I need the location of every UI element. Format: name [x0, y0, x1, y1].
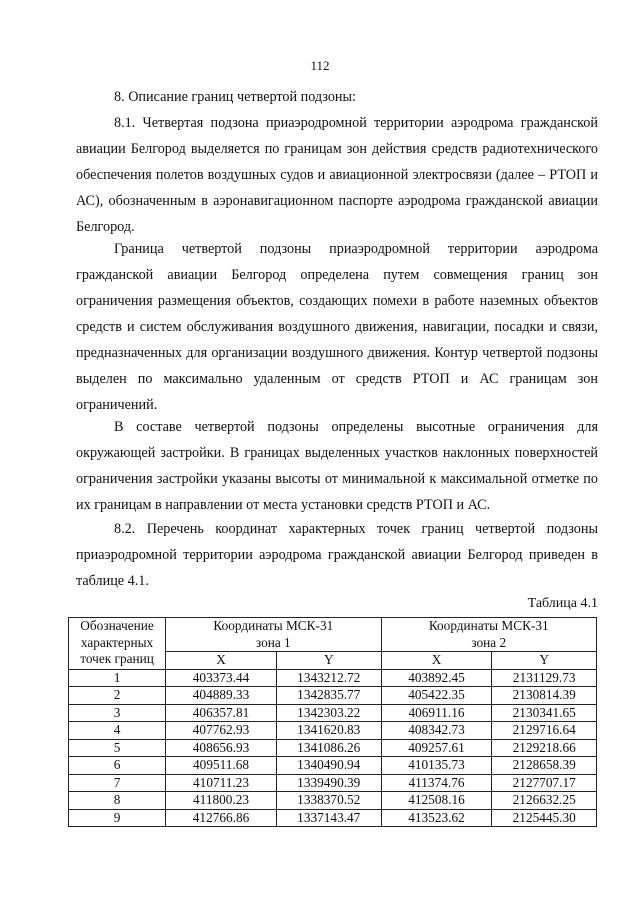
- zone2-y-cell: 2127707.17: [492, 774, 597, 792]
- zone2-x-cell: 413523.62: [381, 809, 492, 827]
- zone1-y-cell: 1338370.52: [277, 792, 382, 810]
- paragraph-8-1: 8.1. Четвертая подзона приаэродромной территории аэродрома гражданской авиации Белгород выделяется по границам зон действия средств радиотехнического обеспечения полетов воздушных судов и авиационной электросвязи (далее – РТОП и АС), обозначенным в аэронавигационном паспорте аэродрома гражданской авиации Белгород.: [76, 115, 598, 235]
- paragraph-8-2: 8.2. Перечень координат характерных точек границ четвертой подзоны приаэродромной территории аэродрома гражданской авиации Белгород приведен в таблице 4.1.: [76, 521, 598, 589]
- zone2-y-header: Y: [492, 652, 597, 670]
- zone1-x-cell: 407762.93: [166, 722, 277, 740]
- table-header-row: [69, 618, 597, 652]
- zone2-y-cell: 2131129.73: [492, 669, 597, 687]
- zone1-x-cell: 404889.33: [166, 687, 277, 705]
- zone1-y-cell: 1341086.26: [277, 739, 382, 757]
- zone2-x-cell: 406911.16: [381, 704, 492, 722]
- table-body: [69, 669, 597, 827]
- point-cell: 4: [69, 722, 166, 740]
- zone2-header: [381, 618, 596, 652]
- table-row: [69, 809, 597, 827]
- point-header-line: Обозначение: [80, 618, 154, 633]
- point-header-line: точек границ: [80, 651, 154, 666]
- table-row: [69, 669, 597, 687]
- zone1-x-cell: 409511.68: [166, 757, 277, 775]
- table-caption: Таблица 4.1: [527, 596, 598, 611]
- zone2-x-cell: 405422.35: [381, 687, 492, 705]
- zone2-y-cell: 2126632.25: [492, 792, 597, 810]
- zone2-header-line: Координаты МСК-31: [428, 618, 549, 633]
- zone1-x-cell: 410711.23: [166, 774, 277, 792]
- point-cell: 6: [69, 757, 166, 775]
- zone2-y-cell: 2128658.39: [492, 757, 597, 775]
- zone1-header: [166, 618, 381, 652]
- zone1-x-cell: 412766.86: [166, 809, 277, 827]
- table-row: [69, 739, 597, 757]
- zone1-x-cell: 411800.23: [166, 792, 277, 810]
- table-row: [69, 757, 597, 775]
- zone2-y-cell: 2125445.30: [492, 809, 597, 827]
- zone2-y-cell: 2130341.65: [492, 704, 597, 722]
- zone1-y-cell: 1337143.47: [277, 809, 382, 827]
- zone1-x-cell: 406357.81: [166, 704, 277, 722]
- point-cell: 1: [69, 669, 166, 687]
- table-row: [69, 687, 597, 705]
- zone1-header-line: зона 1: [255, 634, 291, 650]
- table-row: [69, 774, 597, 792]
- zone1-y-cell: 1342835.77: [277, 687, 382, 705]
- zone2-x-cell: 411374.76: [381, 774, 492, 792]
- zone1-x-cell: 408656.93: [166, 739, 277, 757]
- section-heading: 8. Описание границ четвертой подзоны:: [114, 89, 356, 105]
- table-row: [69, 792, 597, 810]
- zone2-y-cell: 2129716.64: [492, 722, 597, 740]
- zone1-y-cell: 1339490.39: [277, 774, 382, 792]
- table-row: [69, 722, 597, 740]
- page-number: 112: [310, 58, 330, 73]
- paragraph-boundary: Граница четвертой подзоны приаэродромной территории аэродрома гражданской авиации Белгород определена путем совмещения границ зон ограничения размещения объектов, создающих помехи в работе наземных объектов средств и систем обслуживания воздушного движения, навигации, посадки и связи, предназначенных для организации воздушного движения. Контур четвертой подзоны выделен по максимально удаленным от средств РТОП и АС границам зон ограничений.: [76, 241, 598, 413]
- zone1-x-header: X: [166, 652, 277, 670]
- point-cell: 7: [69, 774, 166, 792]
- zone2-x-header: X: [381, 652, 492, 670]
- zone2-x-cell: 408342.73: [381, 722, 492, 740]
- zone2-x-cell: 410135.73: [381, 757, 492, 775]
- coordinates-table: [68, 617, 597, 827]
- zone1-y-cell: 1341620.83: [277, 722, 382, 740]
- zone2-header-line: зона 2: [471, 634, 507, 650]
- point-cell: 9: [69, 809, 166, 827]
- zone1-y-cell: 1342303.22: [277, 704, 382, 722]
- zone1-y-cell: 1340490.94: [277, 757, 382, 775]
- point-header: [69, 618, 166, 670]
- point-cell: 2: [69, 687, 166, 705]
- point-cell: 8: [69, 792, 166, 810]
- zone1-x-cell: 403373.44: [166, 669, 277, 687]
- zone2-x-cell: 409257.61: [381, 739, 492, 757]
- zone2-x-cell: 403892.45: [381, 669, 492, 687]
- zone2-y-cell: 2129218.66: [492, 739, 597, 757]
- point-header-line: характерных: [80, 634, 154, 650]
- zone1-y-header: Y: [277, 652, 382, 670]
- paragraph-height-restrictions: В составе четвертой подзоны определены высотные ограничения для окружающей застройки. В границах выделенных участков наклонных поверхностей ограничения застройки указаны высоты от минимальной к максимальной отметке по их границам в направлении от места установки средств РТОП и АС.: [76, 419, 598, 513]
- point-cell: 3: [69, 704, 166, 722]
- table-row: [69, 704, 597, 722]
- zone1-header-line: Координаты МСК-31: [213, 618, 334, 633]
- zone1-y-cell: 1343212.72: [277, 669, 382, 687]
- zone2-y-cell: 2130814.39: [492, 687, 597, 705]
- point-cell: 5: [69, 739, 166, 757]
- zone2-x-cell: 412508.16: [381, 792, 492, 810]
